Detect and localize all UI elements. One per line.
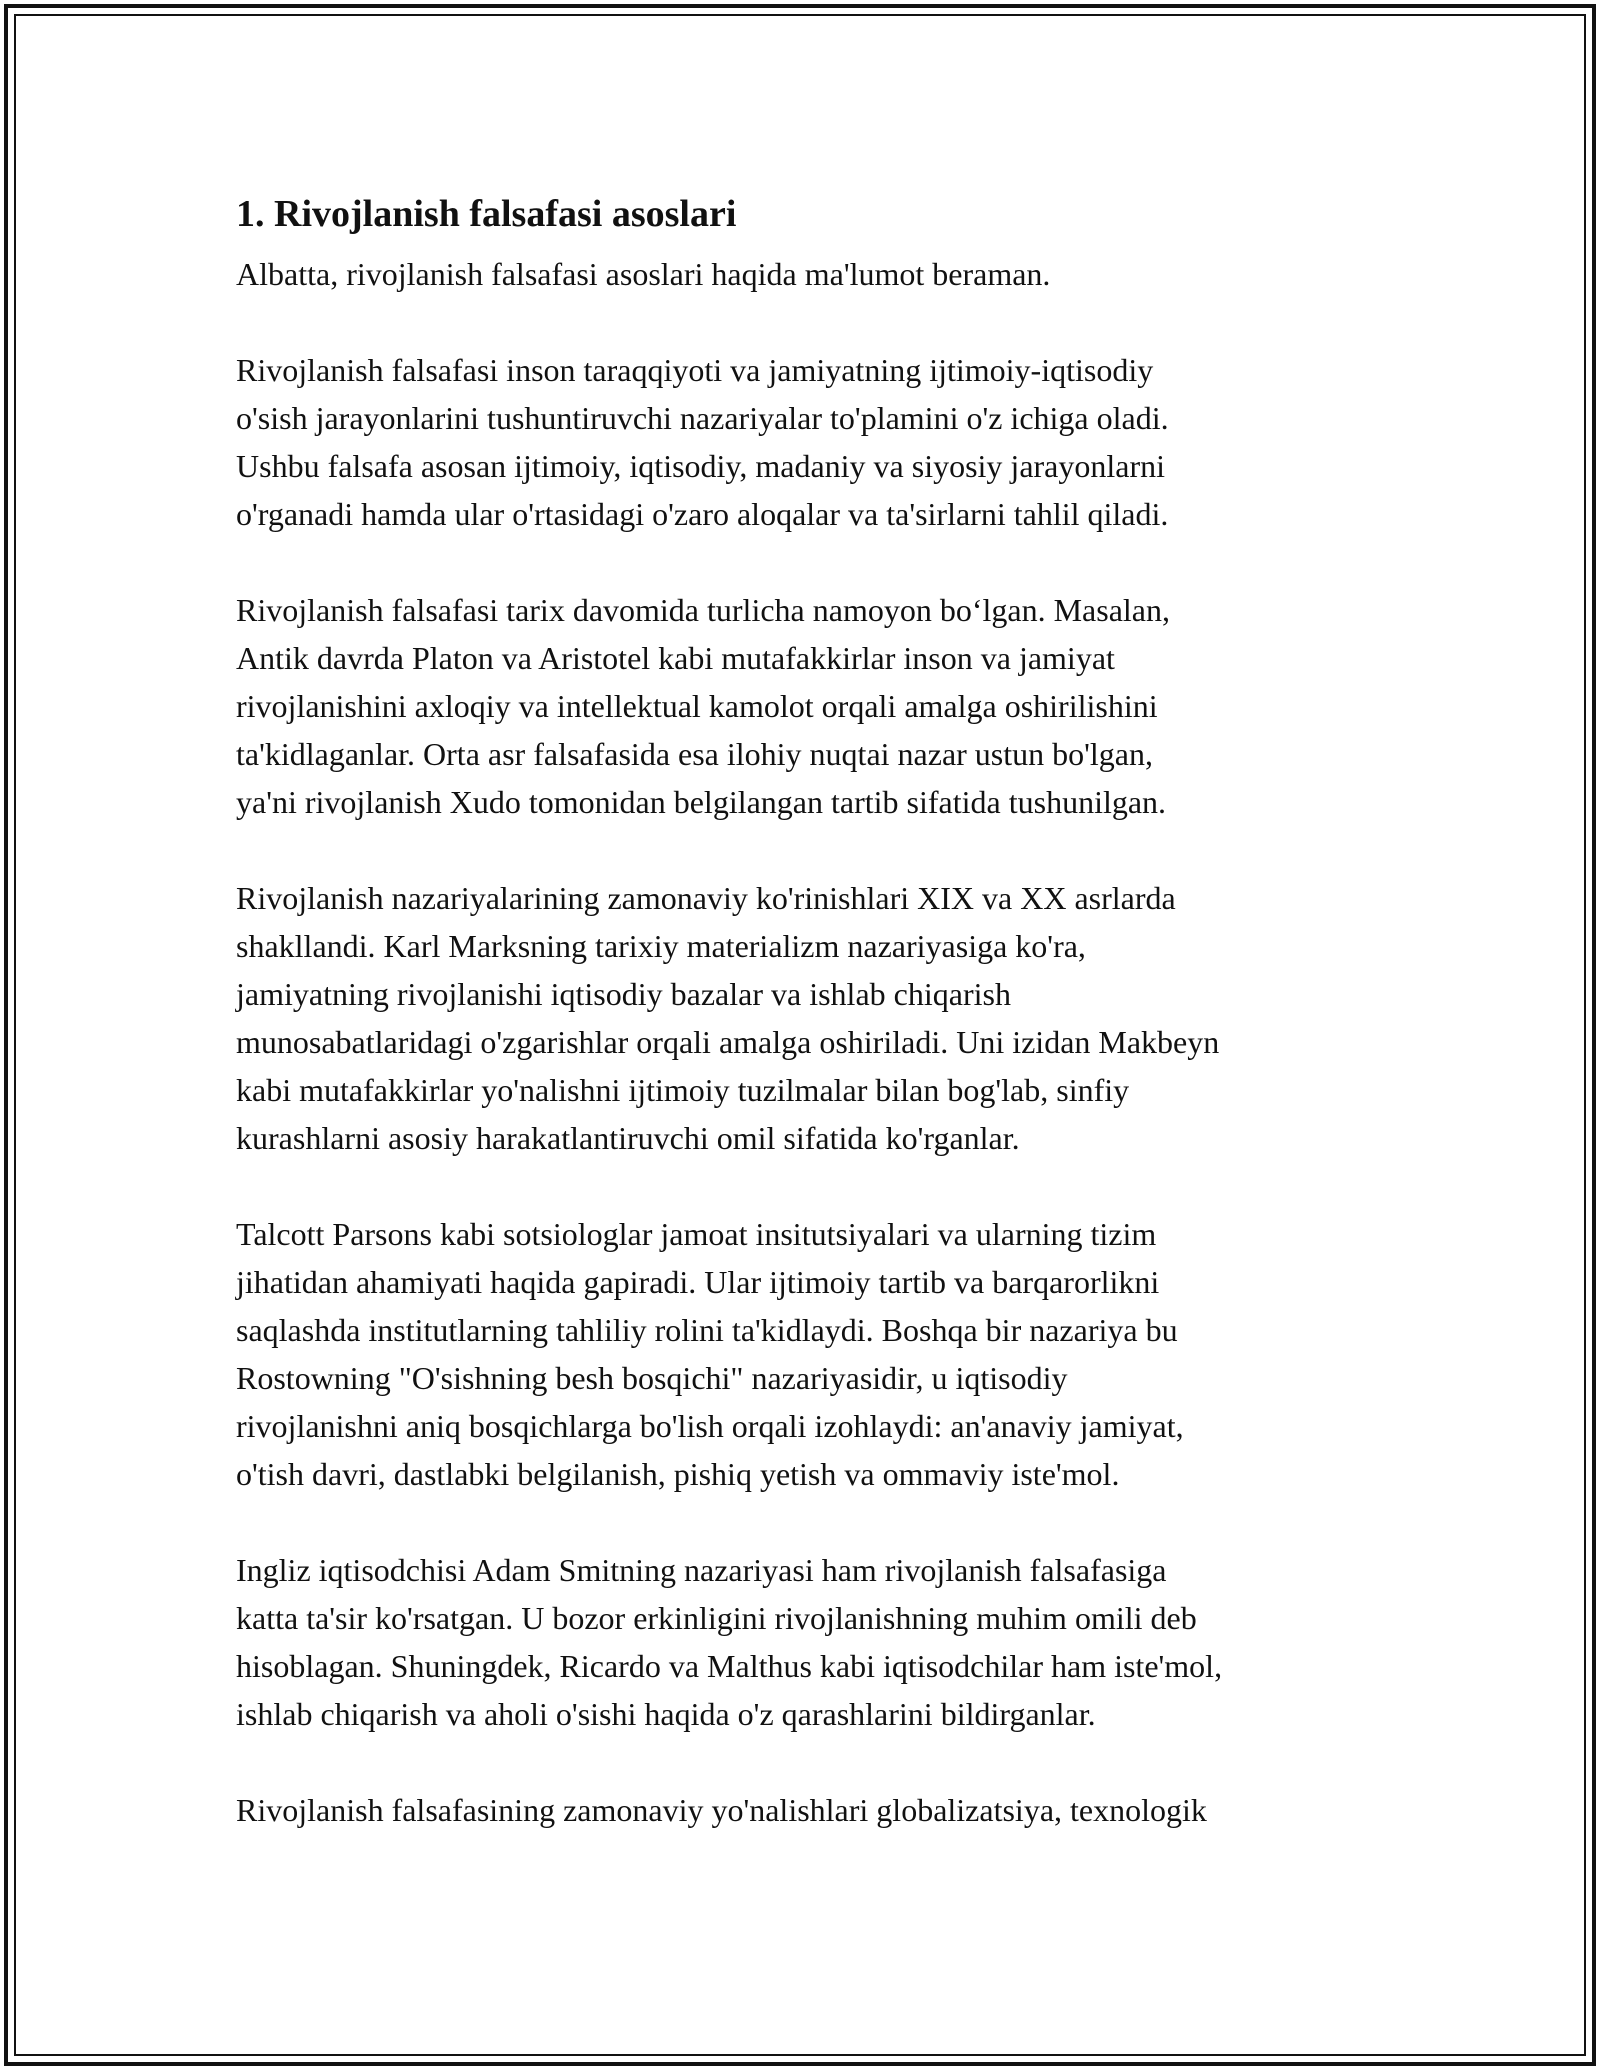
text-line: hisoblagan. Shuningdek, Ricardo va Malthus kabi iqtisodchilar ham iste'mol, [236,1648,1223,1684]
text-line: Rostowning "O'sishning besh bosqichi" nazariyasidir, u iqtisodiy [236,1360,1068,1396]
paragraph-sociologists [236,1210,1386,1498]
document-body [236,186,1386,1882]
paragraph-modern-theories [236,874,1386,1162]
text-line: ta'kidlaganlar. Orta asr falsafasida esa ilohiy nuqtai nazar ustun bo'lgan, [236,736,1153,772]
paragraph-contemporary [236,1786,1386,1834]
text-line: munosabatlaridagi o'zgarishlar orqali amalga oshiriladi. Uni izidan Makbeyn [236,1024,1220,1060]
section-heading: 1. Rivojlanish falsafasi asoslari [236,193,737,235]
text-line: Ingliz iqtisodchisi Adam Smitning nazariyasi ham rivojlanish falsafasiga [236,1552,1167,1588]
text-line: rivojlanishni aniq bosqichlarga bo'lish orqali izohlaydi: an'anaviy jamiyat, [236,1408,1184,1444]
text-line: katta ta'sir ko'rsatgan. U bozor erkinligini rivojlanishning muhim omili deb [236,1600,1197,1636]
text-line: jihatidan ahamiyati haqida gapiradi. Ular ijtimoiy tartib va barqarorlikni [236,1264,1160,1300]
text-line: Antik davrda Platon va Aristotel kabi mutafakkirlar inson va jamiyat [236,640,1115,676]
text-line: o'sish jarayonlarini tushuntiruvchi nazariyalar to'plamini o'z ichiga oladi. [236,400,1169,436]
text-line: kabi mutafakkirlar yo'nalishni ijtimoiy tuzilmalar bilan bog'lab, sinfiy [236,1072,1130,1108]
text-line: ya'ni rivojlanish Xudo tomonidan belgilangan tartib sifatida tushunilgan. [236,784,1167,820]
text-line: rivojlanishini axloqiy va intellektual kamolot orqali amalga oshirilishini [236,688,1158,724]
text-line: ishlab chiqarish va aholi o'sishi haqida o'z qarashlarini bildirganlar. [236,1696,1096,1732]
text-line: o'rganadi hamda ular o'rtasidagi o'zaro aloqalar va ta'sirlarni tahlil qiladi. [236,496,1169,532]
text-line: shakllandi. Karl Marksning tarixiy materializm nazariyasiga ko'ra, [236,928,1086,964]
text-line: saqlashda institutlarning tahliliy rolini ta'kidlaydi. Boshqa bir nazariya bu [236,1312,1178,1348]
text-line: Rivojlanish falsafasi inson taraqqiyoti va jamiyatning ijtimoiy-iqtisodiy [236,352,1154,388]
text-line: Rivojlanish falsafasining zamonaviy yo'nalishlari globalizatsiya, texnologik [236,1792,1207,1828]
text-line: o'tish davri, dastlabki belgilanish, pishiq yetish va ommaviy iste'mol. [236,1456,1120,1492]
text-line: Rivojlanish falsafasi tarix davomida turlicha namoyon bo‘lgan. Masalan, [236,592,1170,628]
paragraph-economists [236,1546,1386,1738]
paragraph-history [236,586,1386,826]
text-line: Rivojlanish nazariyalarining zamonaviy ko'rinishlari XIX va XX asrlarda [236,880,1176,916]
text-line: kurashlarni asosiy harakatlantiruvchi omil sifatida ko'rganlar. [236,1120,1020,1156]
paragraph-definition [236,346,1386,538]
paragraph-intro [236,250,1386,298]
text-line: Talcott Parsons kabi sotsiologlar jamoat insitutsiyalari va ularning tizim [236,1216,1157,1252]
text-line: Ushbu falsafa asosan ijtimoiy, iqtisodiy, madaniy va siyosiy jarayonlarni [236,448,1166,484]
text-line: Albatta, rivojlanish falsafasi asoslari haqida ma'lumot beraman. [236,256,1051,292]
text-line: jamiyatning rivojlanishi iqtisodiy bazalar va ishlab chiqarish [236,976,1011,1012]
